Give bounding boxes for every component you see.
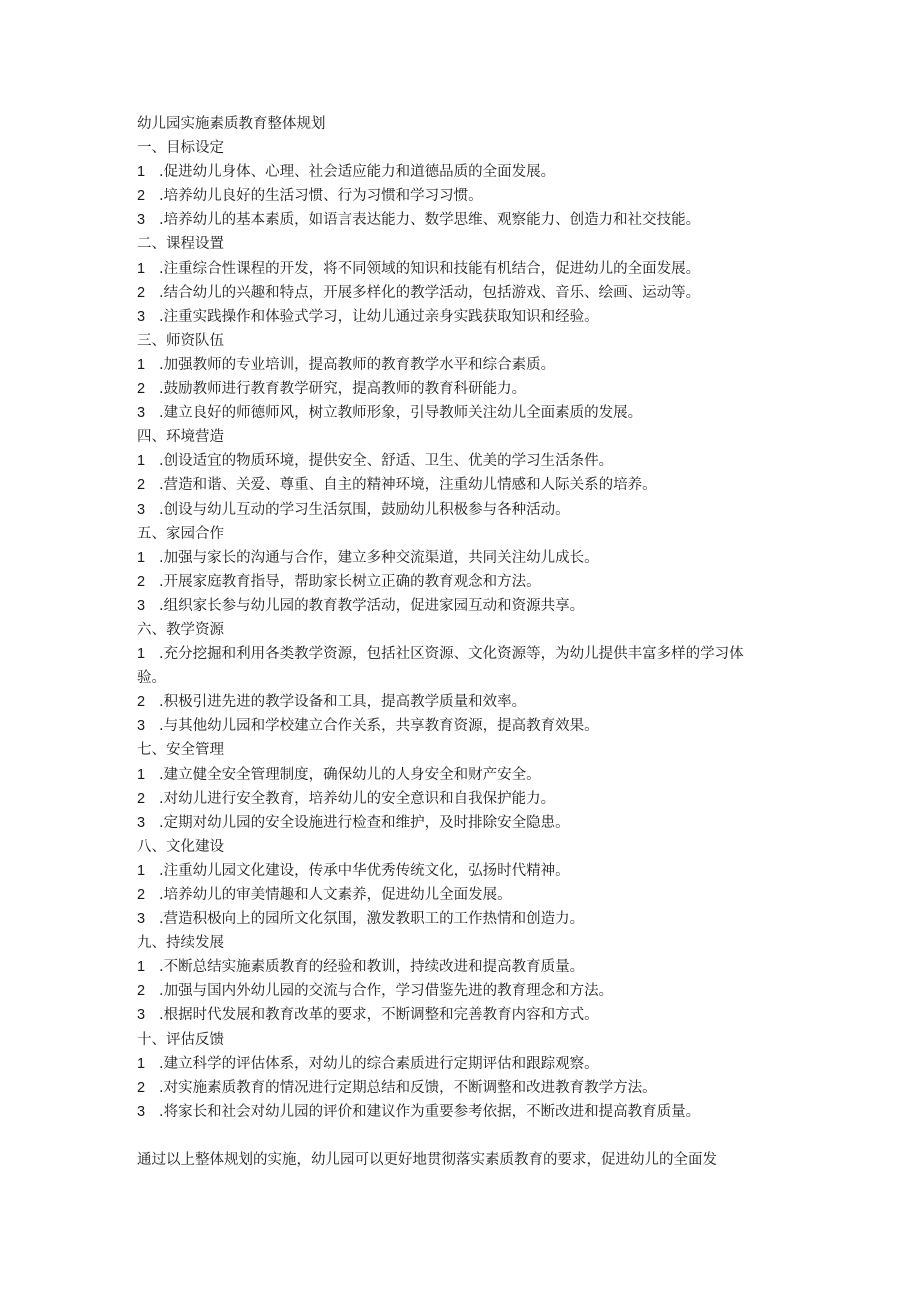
list-item-number: 1 [137,766,146,783]
list-item-number: 1 [137,260,146,277]
list-item-number: 2 [137,188,146,205]
document-title: 幼儿园实施素质教育整体规划 [137,116,326,132]
list-item-text: .营造和谐、关爱、尊重、自主的精神环境，注重幼儿情感和人际关系的培养。 [159,477,657,494]
list-item-text: .定期对幼儿园的安全设施进行检查和维护，及时排除安全隐患。 [159,814,570,831]
list-item [137,473,787,497]
section-heading: 五、家园合作 [137,525,224,542]
list-item-number: 1 [137,646,146,663]
section-heading: 二、课程设置 [137,236,224,253]
list-item [137,907,787,931]
section-heading: 三、师资队伍 [137,332,224,349]
list-item-number: 3 [137,501,146,518]
list-item [137,401,787,425]
list-item-number: 1 [137,164,146,181]
list-item [137,377,787,401]
list-item-number: 2 [137,284,146,301]
list-item-text: .积极引进先进的教学设备和工具，提高教学质量和效率。 [159,694,527,711]
list-item [137,811,787,835]
section-heading: 九、持续发展 [137,935,224,952]
list-item [137,883,787,907]
list-item [137,546,787,570]
list-item [137,690,787,714]
section-heading: 一、目标设定 [137,140,224,157]
list-item-number: 2 [137,1079,146,1096]
list-item [137,859,787,883]
list-item [137,1076,787,1100]
list-item [137,570,787,594]
list-item-text: .组织家长参与幼儿园的教育教学活动，促进家园互动和资源共享。 [159,597,585,614]
list-item-number: 3 [137,718,146,735]
section-heading: 十、评估反馈 [137,1031,224,1048]
list-item [137,160,787,184]
list-item-text: .对实施素质教育的情况进行定期总结和反馈，不断调整和改进教育教学方法。 [159,1079,657,1096]
list-item-text: .对幼儿进行安全教育，培养幼儿的安全意识和自我保护能力。 [159,790,556,807]
list-item [137,208,787,232]
list-item [137,955,787,979]
list-item-text: .创设适宜的物质环境，提供安全、舒适、卫生、优美的学习生活条件。 [159,453,614,470]
list-item [137,979,787,1003]
list-item-number: 2 [137,983,146,1000]
list-item-number: 3 [137,814,146,831]
list-item-text: .不断总结实施素质教育的经验和教训，持续改进和提高教育质量。 [159,959,585,976]
list-item-text: .充分挖掘和利用各类教学资源，包括社区资源、文化资源等，为幼儿提供丰富多样的学习体 [159,646,744,663]
list-item-number: 3 [137,1103,146,1120]
list-item-number: 3 [137,597,146,614]
section-heading: 八、文化建设 [137,838,224,855]
list-item-text: .开展家庭教育指导，帮助家长树立正确的教育观念和方法。 [159,573,541,590]
list-item-number: 3 [137,212,146,229]
list-item-text: .培养幼儿的基本素质，如语言表达能力、数学思维、观察能力、创造力和社交技能。 [159,212,701,229]
list-item-number: 2 [137,573,146,590]
list-item-text: .创设与幼儿互动的学习生活氛围，鼓励幼儿积极参与各种活动。 [159,501,570,518]
list-item [137,787,787,811]
list-item [137,353,787,377]
list-item [137,184,787,208]
list-item-text: .将家长和社会对幼儿园的评价和建议作为重要参考依据，不断改进和提高教育质量。 [159,1103,701,1120]
list-item-number: 2 [137,887,146,903]
list-item-number: 3 [137,911,146,928]
list-item-number: 1 [137,549,146,566]
list-item-number: 3 [137,308,146,325]
list-item-number: 1 [137,1055,146,1072]
list-item [137,763,787,787]
list-item-text: .鼓励教师进行教育教学研究，提高教师的教育科研能力。 [159,381,527,398]
list-item-number: 2 [137,694,146,711]
list-item-number: 1 [137,356,146,373]
list-item-text: .培养幼儿的审美情趣和人文素养，促进幼儿全面发展。 [159,887,512,903]
summary-paragraph: 通过以上整体规划的实施，幼儿园可以更好地贯彻落实素质教育的要求，促进幼儿的全面发 [137,1151,717,1168]
list-item-text: .根据时代发展和教育改革的要求，不断调整和完善教育内容和方式。 [159,1007,599,1024]
list-item [137,449,787,473]
list-item-number: 1 [137,862,146,879]
list-item-number: 1 [137,959,146,976]
list-item-text: .促进幼儿身体、心理、社会适应能力和道德品质的全面发展。 [159,164,556,181]
list-item-text: .建立健全安全管理制度，确保幼儿的人身安全和财产安全。 [159,766,541,783]
list-item [137,1100,787,1124]
list-item-number: 1 [137,453,146,470]
list-item [137,714,787,738]
document-body [137,112,787,1172]
list-item-number: 2 [137,477,146,494]
list-item-continuation: 验。 [137,670,166,687]
list-item [137,305,787,329]
list-item [137,642,787,666]
list-item-number: 3 [137,1007,146,1024]
list-item [137,1052,787,1076]
list-item-number: 2 [137,790,146,807]
section-heading: 六、教学资源 [137,621,224,638]
list-item-text: .加强与国内外幼儿园的交流与合作，学习借鉴先进的教育理念和方法。 [159,983,614,1000]
list-item-text: .培养幼儿良好的生活习惯、行为习惯和学习习惯。 [159,188,483,205]
section-heading: 七、安全管理 [137,742,224,759]
list-item [137,281,787,305]
list-item-text: .结合幼儿的兴趣和特点，开展多样化的教学活动，包括游戏、音乐、绘画、运动等。 [159,284,701,301]
list-item [137,594,787,618]
list-item-text: .建立科学的评估体系，对幼儿的综合素质进行定期评估和跟踪观察。 [159,1055,599,1072]
list-item-text: .注重综合性课程的开发，将不同领域的知识和技能有机结合，促进幼儿的全面发展。 [159,260,701,277]
list-item-text: .加强与家长的沟通与合作，建立多种交流渠道，共同关注幼儿成长。 [159,549,599,566]
list-item [137,257,787,281]
list-item-text: .建立良好的师德师风，树立教师形象，引导教师关注幼儿全面素质的发展。 [159,405,643,422]
list-item [137,498,787,522]
list-item-text: .与其他幼儿园和学校建立合作关系，共享教育资源，提高教育效果。 [159,718,599,735]
list-item-text: .注重幼儿园文化建设，传承中华优秀传统文化，弘扬时代精神。 [159,862,570,879]
list-item-text: .注重实践操作和体验式学习，让幼儿通过亲身实践获取知识和经验。 [159,308,599,325]
list-item-number: 2 [137,381,146,398]
list-item-number: 3 [137,405,146,422]
section-heading: 四、环境营造 [137,429,224,446]
list-item-text: .营造积极向上的园所文化氛围，激发教职工的工作热情和创造力。 [159,911,585,928]
list-item [137,1003,787,1027]
list-item-text: .加强教师的专业培训，提高教师的教育教学水平和综合素质。 [159,356,556,373]
